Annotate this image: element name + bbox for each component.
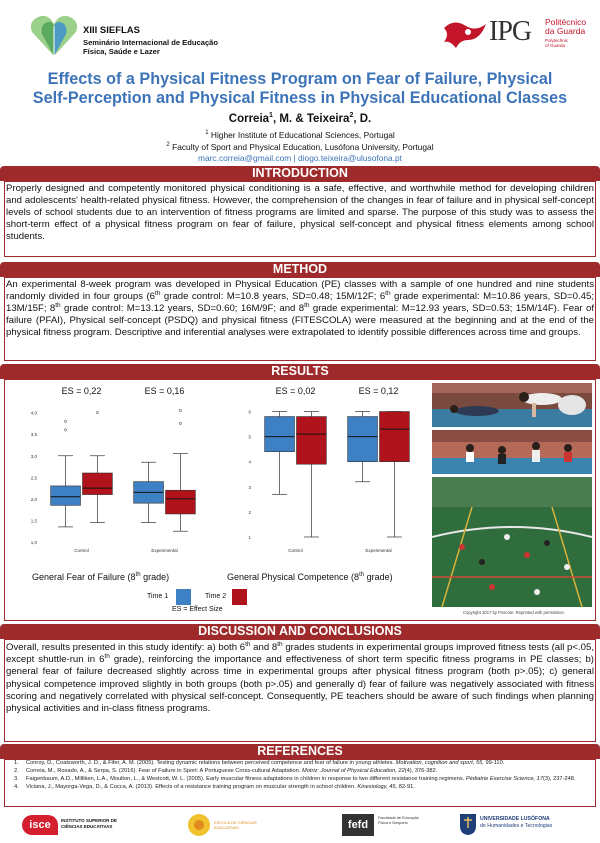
conference-subtitle-1: Seminário Internacional de Educação: [83, 38, 219, 47]
ipg-name-1: Politécnico: [545, 17, 587, 27]
photo-copyright: Copyright 2017 by Poscote. Reprinted with permission.: [463, 610, 565, 615]
affiliation-2: [0, 140, 600, 152]
legend-es-note: ES = Effect Size: [172, 606, 223, 613]
y-tick-label: 6: [248, 409, 251, 415]
y-tick-label: 1,0: [30, 540, 37, 545]
effect-size-label: ES = 0,12: [358, 386, 399, 396]
box-time2: [380, 412, 410, 462]
affiliation-1-sup: 1: [205, 130, 209, 136]
lusofona-name-2: de Humanidades e Tecnologias: [480, 823, 553, 829]
ipg-name-2: da Guarda: [545, 26, 586, 36]
y-tick-label: 1: [248, 534, 251, 540]
legend-time2-label: Time 2: [205, 593, 227, 600]
x-category-label: Experimental: [151, 548, 178, 553]
lusofona-crest-icon: [458, 812, 478, 836]
author-2: , M. & Teixeira: [272, 112, 350, 125]
reference-item: 3. Faigenbaum, A.D., Milliken, L.A., Moulton, L., & Westcott, W. L. (2005). Early muscular fitness adaptations in children in response to two different resistance training regimens. Pédiatrie Exercise Science, 17(3), 237-248.: [14, 776, 576, 782]
legend-time1-swatch: [176, 589, 191, 605]
affiliation-2-text: Faculty of Sport and Physical Education, Lusófona University, Portugal: [172, 141, 434, 152]
cied-logo: [186, 812, 212, 838]
references-list: [14, 759, 592, 791]
x-category-label: Experimental: [365, 548, 392, 553]
poster-title: [20, 70, 580, 108]
introduction-text: Properly designed and competently monitored physical conditioning is a safe, effective, and worthwhile method for developing children and adolescents' health-related physical fitness. However, the comprehension of the changes in fear of failure and in physical self-concept levels of school students due to an intervention of fitness programs are limited and sparse. The purpose of this study was to assess the short-term effect of a physical fitness program on fear of failure, physical self-concept and physical fitness elements among school students.: [6, 183, 594, 242]
reference-item: 4. Viciana, J., Mayorga-Vega, D., & Cocca, A. (2013). Effects of a resistance training program on muscular strength in school children. Kinesiology, 45, 82-91.: [14, 784, 415, 790]
ipg-letters: IPG: [489, 16, 532, 47]
physical-competence-boxplot: [228, 382, 428, 572]
outlier-point: [64, 420, 66, 422]
fefd-name: Faculdade de Educação Física e Desporto: [378, 816, 419, 825]
discussion-text: Overall, results presented in this study identify: a) both 6th and 8th grades students in experimental groups improved fitness tests (all p<.05, except shuttle-run in 6th grade), reinforcing the importance and effectiveness of short term specific fitness programs in PE classes; b) general fear of failure decreased slightly across time in experimental groups after physical fitness program (both p>.05); c) general physical competence improved slightly in both groups (both p>.05) and generally d) fear of failure was negatively associated with fitness scoring and negatively correlated with physical self-concept. Consequently, PE teachers should be aware of such findings when planning physical activities and in-class fitness programs.: [6, 640, 594, 715]
box-time1: [51, 486, 81, 505]
effect-size-label: ES = 0,16: [144, 386, 185, 396]
results-heading: RESULTS: [0, 364, 600, 379]
x-category-label: Control: [288, 548, 303, 553]
author-1: Correia: [228, 112, 270, 125]
authors: [0, 112, 600, 125]
photo-abs-exercise: [432, 430, 592, 474]
box-time2: [297, 417, 327, 465]
title-line-1: Effects of a Physical Fitness Program on Fear of Failure, Physical: [47, 70, 553, 88]
y-tick-label: 4: [248, 459, 251, 465]
effect-size-label: ES = 0,22: [61, 386, 102, 396]
x-category-label: Control: [74, 548, 89, 553]
y-tick-label: 3,5: [30, 432, 37, 438]
reference-item: 2. Correia, M., Rosado, A., & Serpa, S. (2016). Fear of Failure in Sport: A Portuguese Cross-cultural Adaptation. Motriz: Journal of Physical Education, 22(4), 376-382.: [14, 768, 438, 774]
chart-fear-of-failure: [14, 382, 214, 572]
fefd-logo: fefd: [342, 814, 374, 836]
title-line-2: Self-Perception and Physical Fitness in Physical Educational Classes: [32, 89, 568, 107]
chart-1-caption: General Physical Competence (8th grade): [227, 572, 393, 582]
outlier-point: [179, 409, 181, 411]
references-heading: REFERENCES: [0, 744, 600, 759]
author-2-sup: 2: [349, 112, 354, 119]
y-tick-label: 3: [248, 484, 251, 490]
legend-time2-swatch: [232, 589, 247, 605]
isce-logo: isce: [22, 815, 58, 835]
affiliation-1-text: Higher Institute of Educational Sciences, Portugal: [210, 129, 395, 140]
ipg-bird-logo: [440, 18, 488, 54]
sieflas-heart-logo: [28, 12, 80, 58]
box-time1: [348, 417, 378, 462]
author-emails: marc.correia@gmail.com | diogo.teixeira@ulusofona.pt: [198, 153, 402, 163]
outlier-point: [179, 422, 181, 424]
y-tick-label: 2: [248, 509, 251, 515]
box-time2: [166, 490, 196, 514]
fear-of-failure-boxplot: [14, 382, 214, 572]
reference-item: 1. Conroy, D., Coatsworth, J. D., & Fifer, A. M. (2005). Testing dynamic relations between perceived competence and fear of failure in young athletes. Motivation, cognition and sport, 55, 99-110.: [14, 760, 505, 766]
method-text: An experimental 8-week program was developed in Physical Education (PE) classes with a sample of one hundred and nine students randomly divided in four groups (6th grade control: M=10.8 years, SD=0.48; 15M/12F; 6th grade experimental: M=10.86 years, SD=0.45; 13M/15F; 8th grade control: M=13.12 years, SD=0.60; 16M/9F; and 8th grade experimental: M=12.93 years, SD=0.53; 15M/14F). Fear of failure (PFAI), Physical self-concept (PSDQ) and physical fitness (FITESCOLA) were measured at the beginning and at the end of the physical fitness program. Descriptive and inferential analyses were extrapolated to identify possible differences across time and groups.: [6, 279, 594, 338]
chart-0-caption: General Fear of Failure (8th grade): [32, 572, 170, 582]
method-heading: METHOD: [0, 262, 600, 277]
y-tick-label: 2,5: [30, 475, 37, 481]
y-tick-label: 1,5: [30, 518, 37, 524]
cied-name: ESCOLA DE CIÊNCIAS EDUCATIVAS: [214, 820, 257, 830]
author-end: , D.: [353, 112, 372, 125]
conference-name: XIII SIEFLAS: [83, 25, 141, 36]
photo-pushups: [432, 383, 592, 427]
affiliation-2-sup: 2: [166, 142, 170, 148]
chart-physical-competence: [228, 382, 428, 572]
box-time2: [83, 473, 113, 495]
lusofona-name-1: UNIVERSIDADE LUSÓFONA: [480, 816, 550, 822]
outlier-point: [64, 429, 66, 431]
y-tick-label: 3,0: [30, 453, 37, 459]
discussion-heading: DISCUSSION AND CONCLUSIONS: [0, 624, 600, 639]
introduction-heading: INTRODUCTION: [0, 166, 600, 181]
isce-name-2: CIÊNCIAS EDUCATIVAS: [61, 824, 113, 829]
legend-time1-label: Time 1: [147, 593, 169, 600]
author-1-sup: 1: [269, 112, 273, 119]
isce-name-1: INSTITUTO SUPERIOR DE: [61, 818, 117, 823]
photo-sports-hall: [432, 477, 592, 607]
y-tick-label: 4,0: [30, 410, 37, 416]
box-time1: [265, 417, 295, 452]
y-tick-label: 5: [248, 434, 251, 440]
conference-subtitle-2: Física, Saúde e Lazer: [83, 47, 160, 56]
outlier-point: [96, 411, 98, 413]
affiliation-1: [0, 128, 600, 140]
ipg-sub-1: Polytechnic: [545, 38, 569, 43]
effect-size-label: ES = 0,02: [275, 386, 316, 396]
ipg-sub-2: of Guarda: [545, 43, 566, 48]
y-tick-label: 2,0: [30, 496, 37, 502]
